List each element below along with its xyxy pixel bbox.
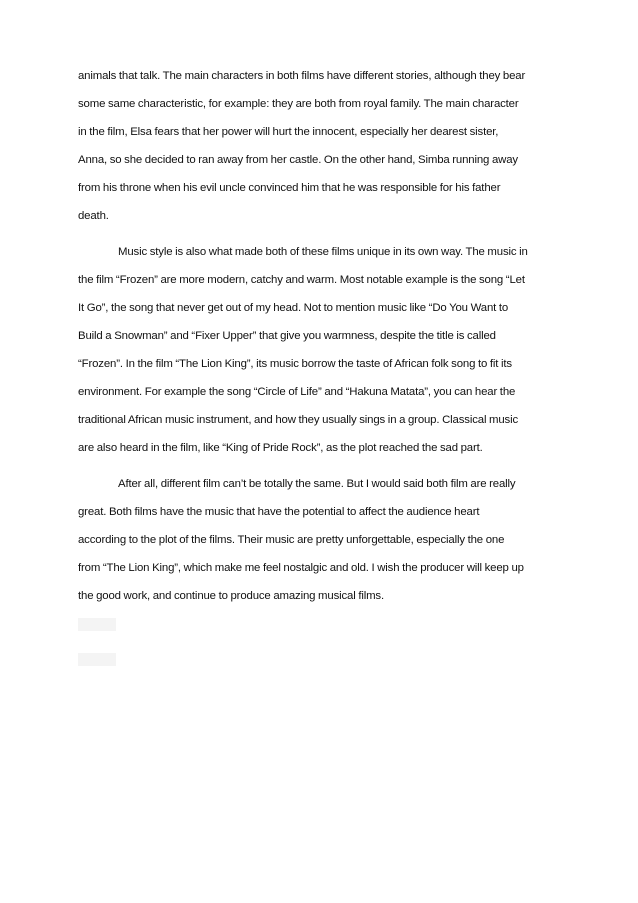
text-line: environment. For example the song “Circle of Life” and “Hakuna Matata”, you can hear the: [78, 386, 516, 398]
paragraph-3: [78, 470, 568, 610]
text-line: according to the plot of the films. Their music are pretty unforgettable, especially the one: [78, 534, 505, 546]
text-line: death.: [78, 210, 109, 222]
empty-paragraph-mark: [78, 618, 116, 631]
text-line: from “The Lion King”, which make me feel nostalgic and old. I wish the producer will keep up: [78, 562, 524, 574]
document-body: [78, 62, 568, 610]
text-line: animals that talk. The main characters in both films have different stories, although they bear: [78, 70, 526, 82]
text-line: some same characteristic, for example: they are both from royal family. The main character: [78, 98, 519, 110]
text-line: It Go”, the song that never get out of my head. Not to mention music like “Do You Want to: [78, 302, 509, 314]
text-line: great. Both films have the music that have the potential to affect the audience heart: [78, 506, 480, 518]
text-line: After all, different film can’t be totally the same. But I would said both film are really: [118, 478, 516, 490]
text-line: Build a Snowman” and “Fixer Upper” that give you warmness, despite the title is called: [78, 330, 496, 342]
text-line: “Frozen”. In the film “The Lion King”, its music borrow the taste of African folk song to fit its: [78, 358, 512, 370]
text-line: in the film, Elsa fears that her power will hurt the innocent, especially her dearest sister,: [78, 126, 499, 138]
paragraph-2: [78, 238, 568, 462]
text-line: traditional African music instrument, and how they usually sings in a group. Classical music: [78, 414, 519, 426]
text-line: the film “Frozen” are more modern, catchy and warm. Most notable example is the song “Let: [78, 274, 525, 286]
paragraph-1: [78, 62, 568, 230]
text-line: Anna, so she decided to ran away from her castle. On the other hand, Simba running away: [78, 154, 518, 166]
text-line: the good work, and continue to produce amazing musical films.: [78, 590, 384, 602]
text-line: from his throne when his evil uncle convinced him that he was responsible for his father: [78, 182, 501, 194]
text-line: are also heard in the film, like “King of Pride Rock”, as the plot reached the sad part.: [78, 442, 483, 454]
text-line: Music style is also what made both of these films unique in its own way. The music in: [118, 246, 528, 258]
empty-paragraph-mark: [78, 653, 116, 666]
